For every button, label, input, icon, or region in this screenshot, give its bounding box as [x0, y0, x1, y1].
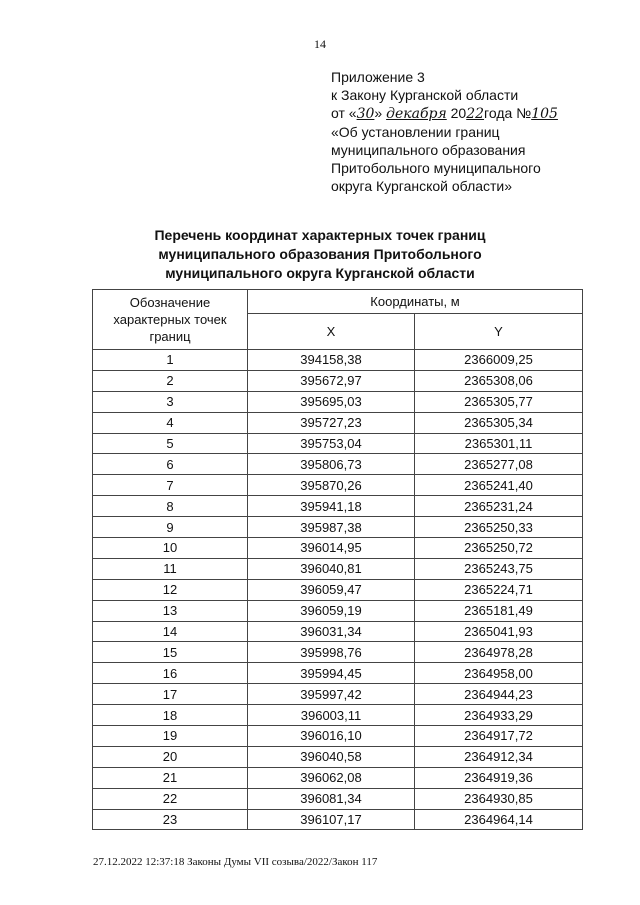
y-coordinate: 2364933,29: [415, 705, 583, 726]
x-coordinate: 396016,10: [248, 726, 415, 747]
table-row: [93, 705, 583, 726]
table-row: [93, 517, 583, 538]
x-coordinate: 396059,47: [248, 579, 415, 600]
title-line-2: муниципального образования Притобольного: [158, 246, 482, 262]
table-row: [93, 746, 583, 767]
y-coordinate: 2365301,11: [415, 433, 583, 454]
x-coordinate: 395998,76: [248, 642, 415, 663]
page-number: 14: [314, 37, 326, 51]
y-coordinate: 2365277,08: [415, 454, 583, 475]
y-coordinate: 2365250,33: [415, 517, 583, 538]
title-line-1: Перечень координат характерных точек границ: [154, 227, 486, 243]
point-number: 4: [93, 412, 248, 433]
year-prefix: 20: [446, 105, 467, 121]
x-coordinate: 396040,81: [248, 558, 415, 579]
appendix-label: Приложение 3: [331, 69, 425, 85]
x-coordinate: 395941,18: [248, 496, 415, 517]
x-coordinate: 396059,19: [248, 600, 415, 621]
point-number: 3: [93, 391, 248, 412]
point-number: 17: [93, 684, 248, 705]
header-x: X: [248, 314, 415, 350]
appendix-block: [331, 68, 581, 195]
x-coordinate: 395727,23: [248, 412, 415, 433]
point-number: 14: [93, 621, 248, 642]
handwritten-year: 22: [466, 106, 485, 122]
point-number: 7: [93, 475, 248, 496]
title-line-3: муниципального округа Курганской области: [165, 265, 475, 281]
table-row: [93, 350, 583, 371]
x-coordinate: 395870,26: [248, 475, 415, 496]
y-coordinate: 2364944,23: [415, 684, 583, 705]
point-number: 1: [93, 350, 248, 371]
y-coordinate: 2364919,36: [415, 767, 583, 788]
y-coordinate: 2365224,71: [415, 579, 583, 600]
y-coordinate: 2365243,75: [415, 558, 583, 579]
y-coordinate: 2364978,28: [415, 642, 583, 663]
point-number: 10: [93, 538, 248, 559]
point-number: 23: [93, 809, 248, 830]
header-y: Y: [415, 314, 583, 350]
table-row: [93, 558, 583, 579]
point-number: 21: [93, 767, 248, 788]
x-coordinate: 396003,11: [248, 705, 415, 726]
x-coordinate: 396107,17: [248, 809, 415, 830]
table-row: [93, 684, 583, 705]
y-coordinate: 2364912,34: [415, 746, 583, 767]
appendix-law-title-4: округа Курганской области»: [331, 178, 513, 194]
y-coordinate: 2365305,77: [415, 391, 583, 412]
table-row: [93, 579, 583, 600]
point-number: 12: [93, 579, 248, 600]
point-number: 5: [93, 433, 248, 454]
x-coordinate: 395806,73: [248, 454, 415, 475]
point-number: 13: [93, 600, 248, 621]
point-number: 8: [93, 496, 248, 517]
y-coordinate: 2365241,40: [415, 475, 583, 496]
x-coordinate: 396031,34: [248, 621, 415, 642]
y-coordinate: 2364958,00: [415, 663, 583, 684]
appendix-law-title-3: Притобольного муниципального: [331, 160, 541, 176]
point-number: 20: [93, 746, 248, 767]
table-row: [93, 412, 583, 433]
table-row: [93, 809, 583, 830]
y-coordinate: 2365308,06: [415, 370, 583, 391]
point-number: 6: [93, 454, 248, 475]
y-coordinate: 2365231,24: [415, 496, 583, 517]
table-row: [93, 788, 583, 809]
table-row: [93, 767, 583, 788]
point-number: 15: [93, 642, 248, 663]
table-row: [93, 370, 583, 391]
x-coordinate: 396081,34: [248, 788, 415, 809]
point-number: 2: [93, 370, 248, 391]
y-coordinate: 2366009,25: [415, 350, 583, 371]
date-prefix: от «: [331, 105, 357, 121]
y-coordinate: 2365041,93: [415, 621, 583, 642]
handwritten-month: декабря: [386, 106, 447, 122]
number-label: года №: [484, 105, 532, 121]
x-coordinate: 395994,45: [248, 663, 415, 684]
table-row: [93, 600, 583, 621]
point-number: 11: [93, 558, 248, 579]
point-number: 16: [93, 663, 248, 684]
x-coordinate: 395695,03: [248, 391, 415, 412]
table-row: [93, 496, 583, 517]
header-designation: Обозначение характерных точек границ: [93, 290, 248, 350]
point-number: 19: [93, 726, 248, 747]
table-row: [93, 433, 583, 454]
date-sep: »: [374, 105, 387, 121]
table-row: [93, 621, 583, 642]
handwritten-number: 105: [531, 106, 558, 122]
table-row: [93, 642, 583, 663]
appendix-law-title-2: муниципального образования: [331, 142, 526, 158]
point-number: 18: [93, 705, 248, 726]
y-coordinate: 2365250,72: [415, 538, 583, 559]
x-coordinate: 396014,95: [248, 538, 415, 559]
y-coordinate: 2365305,34: [415, 412, 583, 433]
table-row: [93, 538, 583, 559]
appendix-date-line: [331, 104, 581, 123]
x-coordinate: 394158,38: [248, 350, 415, 371]
y-coordinate: 2365181,49: [415, 600, 583, 621]
table-row: [93, 475, 583, 496]
x-coordinate: 395672,97: [248, 370, 415, 391]
x-coordinate: 395997,42: [248, 684, 415, 705]
y-coordinate: 2364917,72: [415, 726, 583, 747]
appendix-law-title-1: «Об установлении границ: [331, 124, 500, 140]
x-coordinate: 395987,38: [248, 517, 415, 538]
point-number: 22: [93, 788, 248, 809]
y-coordinate: 2364964,14: [415, 809, 583, 830]
x-coordinate: 396062,08: [248, 767, 415, 788]
y-coordinate: 2364930,85: [415, 788, 583, 809]
header-coordinates: Координаты, м: [248, 290, 583, 314]
table-row: [93, 391, 583, 412]
table-row: [93, 663, 583, 684]
footer-stamp: 27.12.2022 12:37:18 Законы Думы VII созыва/2022/Закон 117: [93, 856, 378, 868]
document-title: [0, 226, 640, 283]
appendix-law-line: к Закону Курганской области: [331, 87, 519, 103]
table-row: [93, 454, 583, 475]
point-number: 9: [93, 517, 248, 538]
handwritten-day: 30: [356, 106, 375, 122]
x-coordinate: 395753,04: [248, 433, 415, 454]
table-row: [93, 726, 583, 747]
coordinates-table: [92, 289, 583, 830]
x-coordinate: 396040,58: [248, 746, 415, 767]
